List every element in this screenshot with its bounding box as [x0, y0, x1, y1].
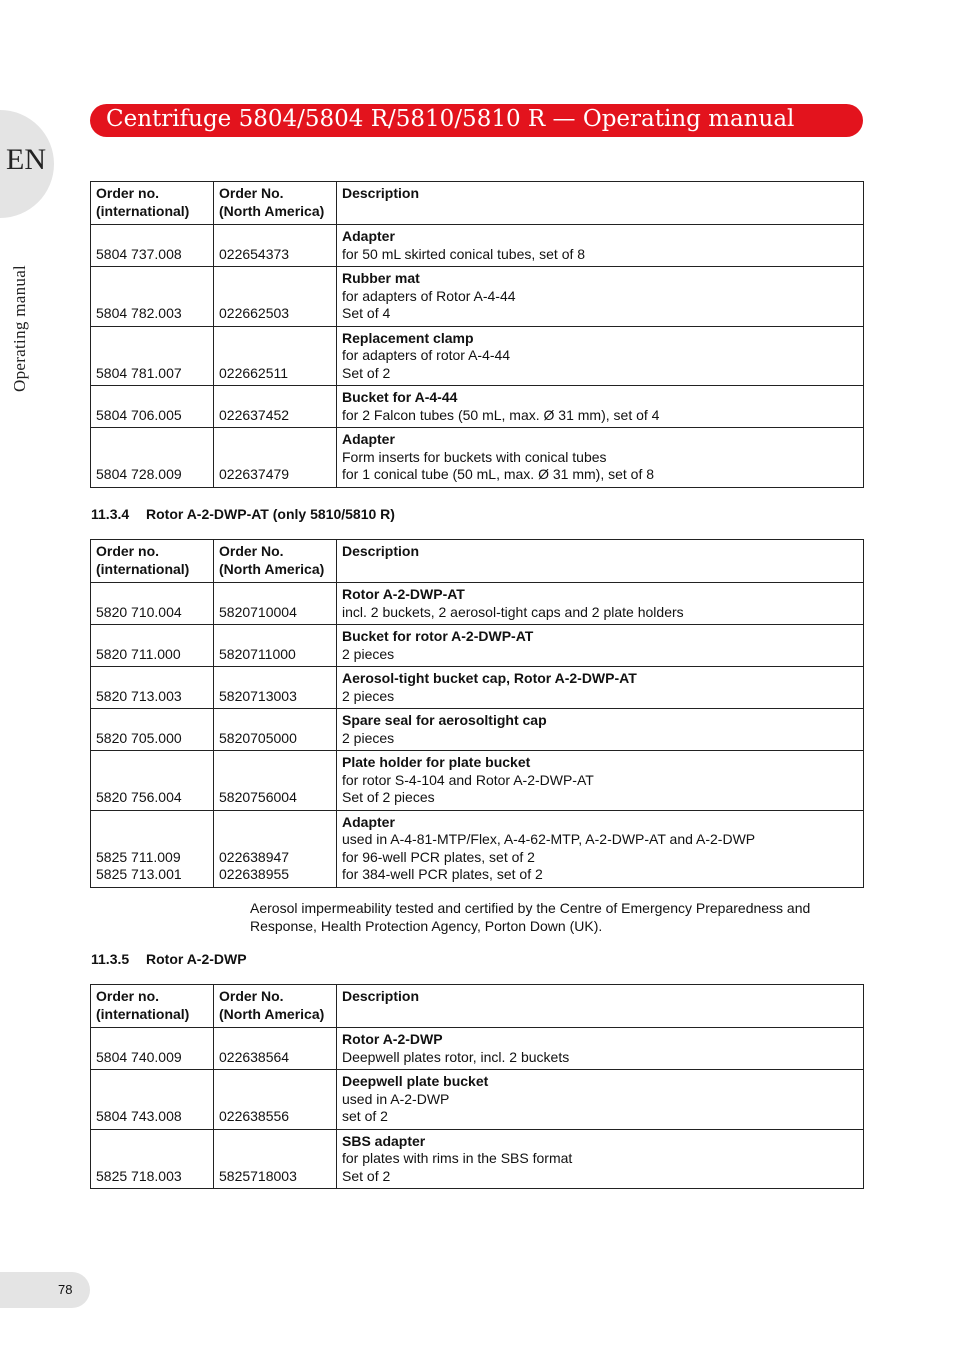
- header-label: (international): [96, 1005, 190, 1022]
- order-number-north-america: [214, 225, 337, 267]
- order-number: 5820705000: [219, 729, 297, 746]
- section-number: 11.3.5: [91, 951, 130, 967]
- order-number: 5820756004: [219, 789, 297, 805]
- item-description: [337, 625, 864, 667]
- item-title: Aerosol-tight bucket cap, Rotor A-2-DWP-AT: [342, 670, 637, 686]
- header-order-intl: [91, 985, 214, 1028]
- order-number-north-america: [214, 751, 337, 811]
- order-number: 022638947: [219, 848, 290, 865]
- item-detail: 2 pieces: [342, 729, 395, 746]
- item-detail: for rotor S-4-104 and Rotor A-2-DWP-AT: [342, 771, 594, 788]
- header-order-north-america: [214, 985, 337, 1028]
- table-row: [91, 326, 864, 386]
- item-title: Rubber mat: [342, 270, 420, 286]
- table-row: [91, 1028, 864, 1070]
- table-row: [91, 267, 864, 327]
- order-number: 5820 711.000: [96, 645, 181, 662]
- order-number: 5820710004: [219, 603, 297, 620]
- order-number-intl: [91, 709, 214, 751]
- item-description: [337, 428, 864, 488]
- order-number-intl: [91, 225, 214, 267]
- header-label: Order No.: [219, 543, 284, 559]
- header-order-north-america: [214, 182, 337, 225]
- page-number: 78: [58, 1282, 73, 1297]
- order-number-intl: [91, 667, 214, 709]
- item-detail: used in A-2-DWP: [342, 1090, 450, 1107]
- order-number: 5825 718.003: [96, 1167, 182, 1184]
- order-number-north-america: [214, 1129, 337, 1189]
- section-number: 11.3.4: [91, 506, 130, 522]
- header-label: (North America): [219, 560, 325, 577]
- order-number: 5804 740.009: [96, 1048, 182, 1065]
- order-number: 5825718003: [219, 1167, 297, 1184]
- section-title: Rotor A-2-DWP-AT (only 5810/5810 R): [146, 506, 395, 522]
- item-description: [337, 583, 864, 625]
- order-number: 5820 756.004: [96, 789, 182, 805]
- table-row: [91, 751, 864, 811]
- header-order-north-america: [214, 540, 337, 583]
- order-number-intl: [91, 1129, 214, 1189]
- order-number-intl: [91, 1028, 214, 1070]
- header-description: [337, 540, 864, 583]
- order-number: 5804 706.005: [96, 406, 182, 423]
- header-label: Order no.: [96, 185, 160, 201]
- item-description: [337, 751, 864, 811]
- order-number-north-america: [214, 810, 337, 887]
- order-number: 022638955: [219, 866, 290, 882]
- table-row: [91, 225, 864, 267]
- order-number-intl: [91, 267, 214, 327]
- order-number-north-america: [214, 1070, 337, 1130]
- item-detail: 2 pieces: [342, 687, 395, 704]
- order-number: 5825 711.009: [96, 848, 181, 865]
- item-title: Adapter: [342, 228, 395, 244]
- table-row: [91, 709, 864, 751]
- table-header-row: [91, 182, 864, 225]
- item-title: Rotor A-2-DWP-AT: [342, 586, 465, 602]
- order-number: 5820 713.003: [96, 687, 182, 704]
- order-number-north-america: [214, 267, 337, 327]
- order-number-north-america: [214, 326, 337, 386]
- item-detail: for adapters of Rotor A-4-44: [342, 287, 516, 304]
- order-number-north-america: [214, 625, 337, 667]
- order-number-north-america: [214, 583, 337, 625]
- item-description: [337, 667, 864, 709]
- item-description: [337, 1028, 864, 1070]
- table-row: [91, 667, 864, 709]
- header-description: [337, 985, 864, 1028]
- order-number: 022638556: [219, 1108, 290, 1124]
- order-number-north-america: [214, 667, 337, 709]
- item-description: [337, 386, 864, 428]
- item-title: Adapter: [342, 813, 395, 830]
- item-detail: for adapters of rotor A-4-44: [342, 347, 511, 363]
- item-detail: Set of 4: [342, 305, 391, 321]
- item-detail: Set of 2: [342, 364, 391, 381]
- header-label: Order No.: [219, 988, 284, 1004]
- certification-note: Aerosol impermeability tested and certified by the Centre of Emergency Preparedness and Response, Health Protection Agency, Porton Down (UK).: [250, 900, 811, 934]
- item-title: Deepwell plate bucket: [342, 1073, 489, 1089]
- order-number: 5820 710.004: [96, 603, 182, 620]
- item-detail: Form inserts for buckets with conical tubes: [342, 448, 607, 465]
- language-tab-label: EN: [6, 143, 46, 176]
- order-number: 5825 713.001: [96, 866, 182, 882]
- side-section-label: Operating manual: [10, 264, 29, 392]
- header-description: [337, 182, 864, 225]
- header-bar: [90, 104, 863, 137]
- item-description: [337, 326, 864, 386]
- order-number-intl: [91, 428, 214, 488]
- item-detail: Deepwell plates rotor, incl. 2 buckets: [342, 1048, 570, 1065]
- header-label: (international): [96, 560, 190, 577]
- table-row: [91, 1070, 864, 1130]
- item-description: [337, 1070, 864, 1130]
- table-row: [91, 625, 864, 667]
- accessories-table-a-2-dwp-at: [90, 539, 864, 888]
- header-label: Description: [342, 543, 420, 559]
- table-row: [91, 583, 864, 625]
- section-heading-11-3-4: [91, 506, 395, 522]
- page-number-tab: [0, 1272, 90, 1308]
- header-order-intl: [91, 540, 214, 583]
- header-label: (North America): [219, 1005, 325, 1022]
- item-detail: for 1 conical tube (50 mL, max. Ø 31 mm), set of 8: [342, 466, 655, 482]
- item-title: Plate holder for plate bucket: [342, 754, 531, 770]
- item-description: [337, 267, 864, 327]
- order-number: 5804 781.007: [96, 364, 182, 381]
- header-label: Order no.: [96, 988, 160, 1004]
- order-number-north-america: [214, 1028, 337, 1070]
- order-number-intl: [91, 386, 214, 428]
- item-detail: Set of 2: [342, 1167, 391, 1184]
- item-detail: for plates with rims in the SBS format: [342, 1150, 573, 1166]
- item-detail: for 2 Falcon tubes (50 mL, max. Ø 31 mm), set of 4: [342, 406, 660, 423]
- order-number-intl: [91, 326, 214, 386]
- table-header-row: [91, 540, 864, 583]
- order-number: 022638564: [219, 1048, 290, 1065]
- item-detail: for 96-well PCR plates, set of 2: [342, 848, 535, 865]
- order-number: 5820713003: [219, 687, 297, 704]
- order-number-intl: [91, 583, 214, 625]
- order-number-north-america: [214, 428, 337, 488]
- accessories-table-a-4-44: [90, 181, 864, 488]
- item-title: Bucket for A-4-44: [342, 389, 458, 405]
- header-label: (international): [96, 202, 190, 219]
- item-title: Bucket for rotor A-2-DWP-AT: [342, 628, 534, 644]
- table-row: [91, 810, 864, 887]
- item-description: [337, 709, 864, 751]
- item-detail: for 50 mL skirted conical tubes, set of 8: [342, 245, 586, 262]
- item-title: SBS adapter: [342, 1132, 426, 1149]
- order-number: 5804 728.009: [96, 466, 182, 482]
- item-title: Replacement clamp: [342, 329, 474, 346]
- item-detail: incl. 2 buckets, 2 aerosol-tight caps and 2 plate holders: [342, 603, 684, 620]
- table-row: [91, 428, 864, 488]
- order-number-north-america: [214, 709, 337, 751]
- order-number-intl: [91, 810, 214, 887]
- order-number-intl: [91, 1070, 214, 1130]
- section-heading-11-3-5: [91, 951, 247, 967]
- header-order-intl: [91, 182, 214, 225]
- item-title: Adapter: [342, 431, 395, 447]
- order-number: 5804 743.008: [96, 1108, 182, 1124]
- header-label: Order no.: [96, 543, 160, 559]
- item-title: Rotor A-2-DWP: [342, 1031, 443, 1047]
- item-description: [337, 225, 864, 267]
- order-number: 5804 737.008: [96, 245, 182, 262]
- page-title: Centrifuge 5804/5804 R/5810/5810 R — Operating manual: [106, 106, 795, 132]
- order-number: 5820 705.000: [96, 729, 182, 746]
- order-number-intl: [91, 751, 214, 811]
- item-detail: set of 2: [342, 1108, 388, 1124]
- order-number-intl: [91, 625, 214, 667]
- header-label: Description: [342, 185, 420, 201]
- table-header-row: [91, 985, 864, 1028]
- section-title: Rotor A-2-DWP: [146, 951, 247, 967]
- order-number: 022637479: [219, 466, 290, 482]
- header-label: Order No.: [219, 185, 284, 201]
- item-detail: used in A-4-81-MTP/Flex, A-4-62-MTP, A-2-DWP-AT and A-2-DWP: [342, 831, 756, 847]
- order-number: 022637452: [219, 406, 290, 423]
- order-number: 5820711000: [219, 645, 296, 662]
- header-label: (North America): [219, 202, 325, 219]
- item-description: [337, 1129, 864, 1189]
- item-detail: 2 pieces: [342, 645, 395, 662]
- order-number: 022662511: [219, 364, 289, 381]
- accessories-table-a-2-dwp: [90, 984, 864, 1189]
- item-description: [337, 810, 864, 887]
- item-title: Spare seal for aerosoltight cap: [342, 712, 547, 728]
- order-number-north-america: [214, 386, 337, 428]
- item-detail: Set of 2 pieces: [342, 789, 435, 805]
- order-number: 022654373: [219, 245, 290, 262]
- table-row: [91, 1129, 864, 1189]
- order-number: 5804 782.003: [96, 305, 182, 321]
- order-number: 022662503: [219, 305, 290, 321]
- table-row: [91, 386, 864, 428]
- item-detail: for 384-well PCR plates, set of 2: [342, 866, 543, 882]
- header-label: Description: [342, 988, 420, 1004]
